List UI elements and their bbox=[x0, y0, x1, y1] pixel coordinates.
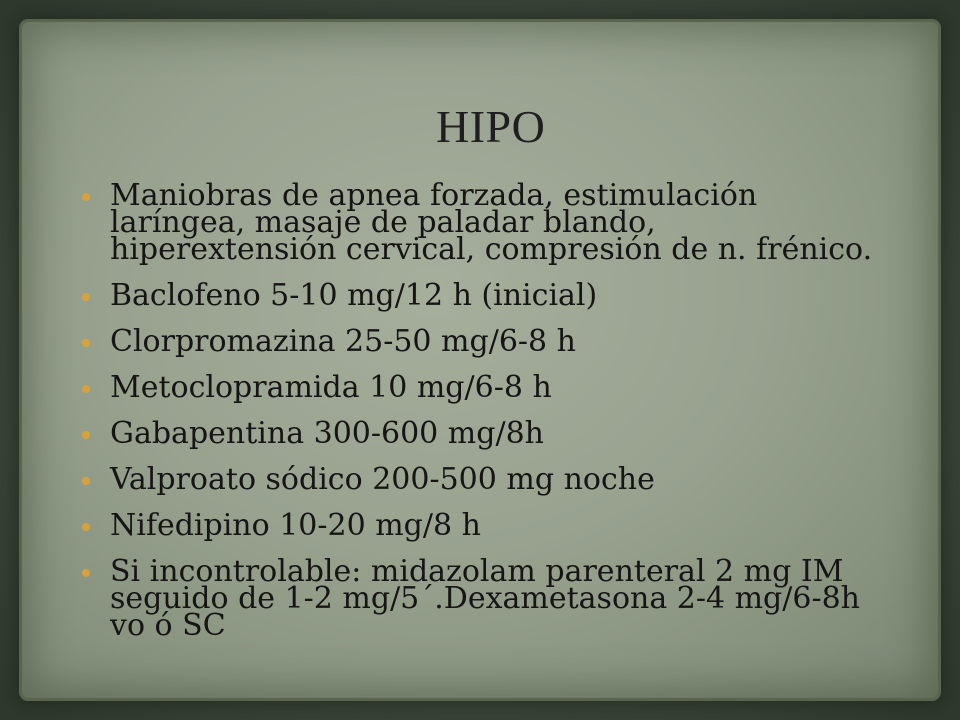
list-item bbox=[78, 370, 878, 405]
bullet-icon bbox=[82, 569, 90, 577]
slide-panel bbox=[22, 22, 938, 698]
list-item-text: Baclofeno 5-10 mg/12 h (inicial) bbox=[110, 278, 598, 313]
list-item bbox=[78, 416, 878, 451]
bullet-icon bbox=[82, 523, 90, 531]
bullet-icon bbox=[82, 477, 90, 485]
list-item-text: Si incontrolable: midazolam parenteral 2 mg IM seguido de 1-2 mg/5´.Dexametasona 2-4 mg/6-8h vo ó SC bbox=[110, 554, 860, 643]
bullet-icon bbox=[82, 193, 90, 201]
list-item-text: Gabapentina 300-600 mg/8h bbox=[110, 416, 544, 451]
slide-title: HIPO bbox=[436, 101, 546, 152]
list-item bbox=[78, 324, 878, 359]
list-item-text: Clorpromazina 25-50 mg/6-8 h bbox=[110, 324, 576, 359]
bullet-icon bbox=[82, 431, 90, 439]
list-item-text: Nifedipino 10-20 mg/8 h bbox=[110, 508, 481, 543]
list-item-text: Valproato sódico 200-500 mg noche bbox=[110, 462, 655, 497]
list-item bbox=[78, 554, 878, 643]
list-item bbox=[78, 278, 878, 313]
list-item-text: Metoclopramida 10 mg/6-8 h bbox=[110, 370, 552, 405]
list-item-text: Maniobras de apnea forzada, estimulación laríngea, masaje de paladar blando, hiperextensión cervical, compresión de n. frénico. bbox=[110, 178, 873, 267]
bullet-icon bbox=[82, 293, 90, 301]
list-item bbox=[78, 508, 878, 543]
bullet-icon bbox=[82, 385, 90, 393]
bullet-list bbox=[78, 178, 878, 658]
list-item bbox=[78, 462, 878, 497]
bullet-icon bbox=[82, 339, 90, 347]
list-item bbox=[78, 178, 878, 267]
